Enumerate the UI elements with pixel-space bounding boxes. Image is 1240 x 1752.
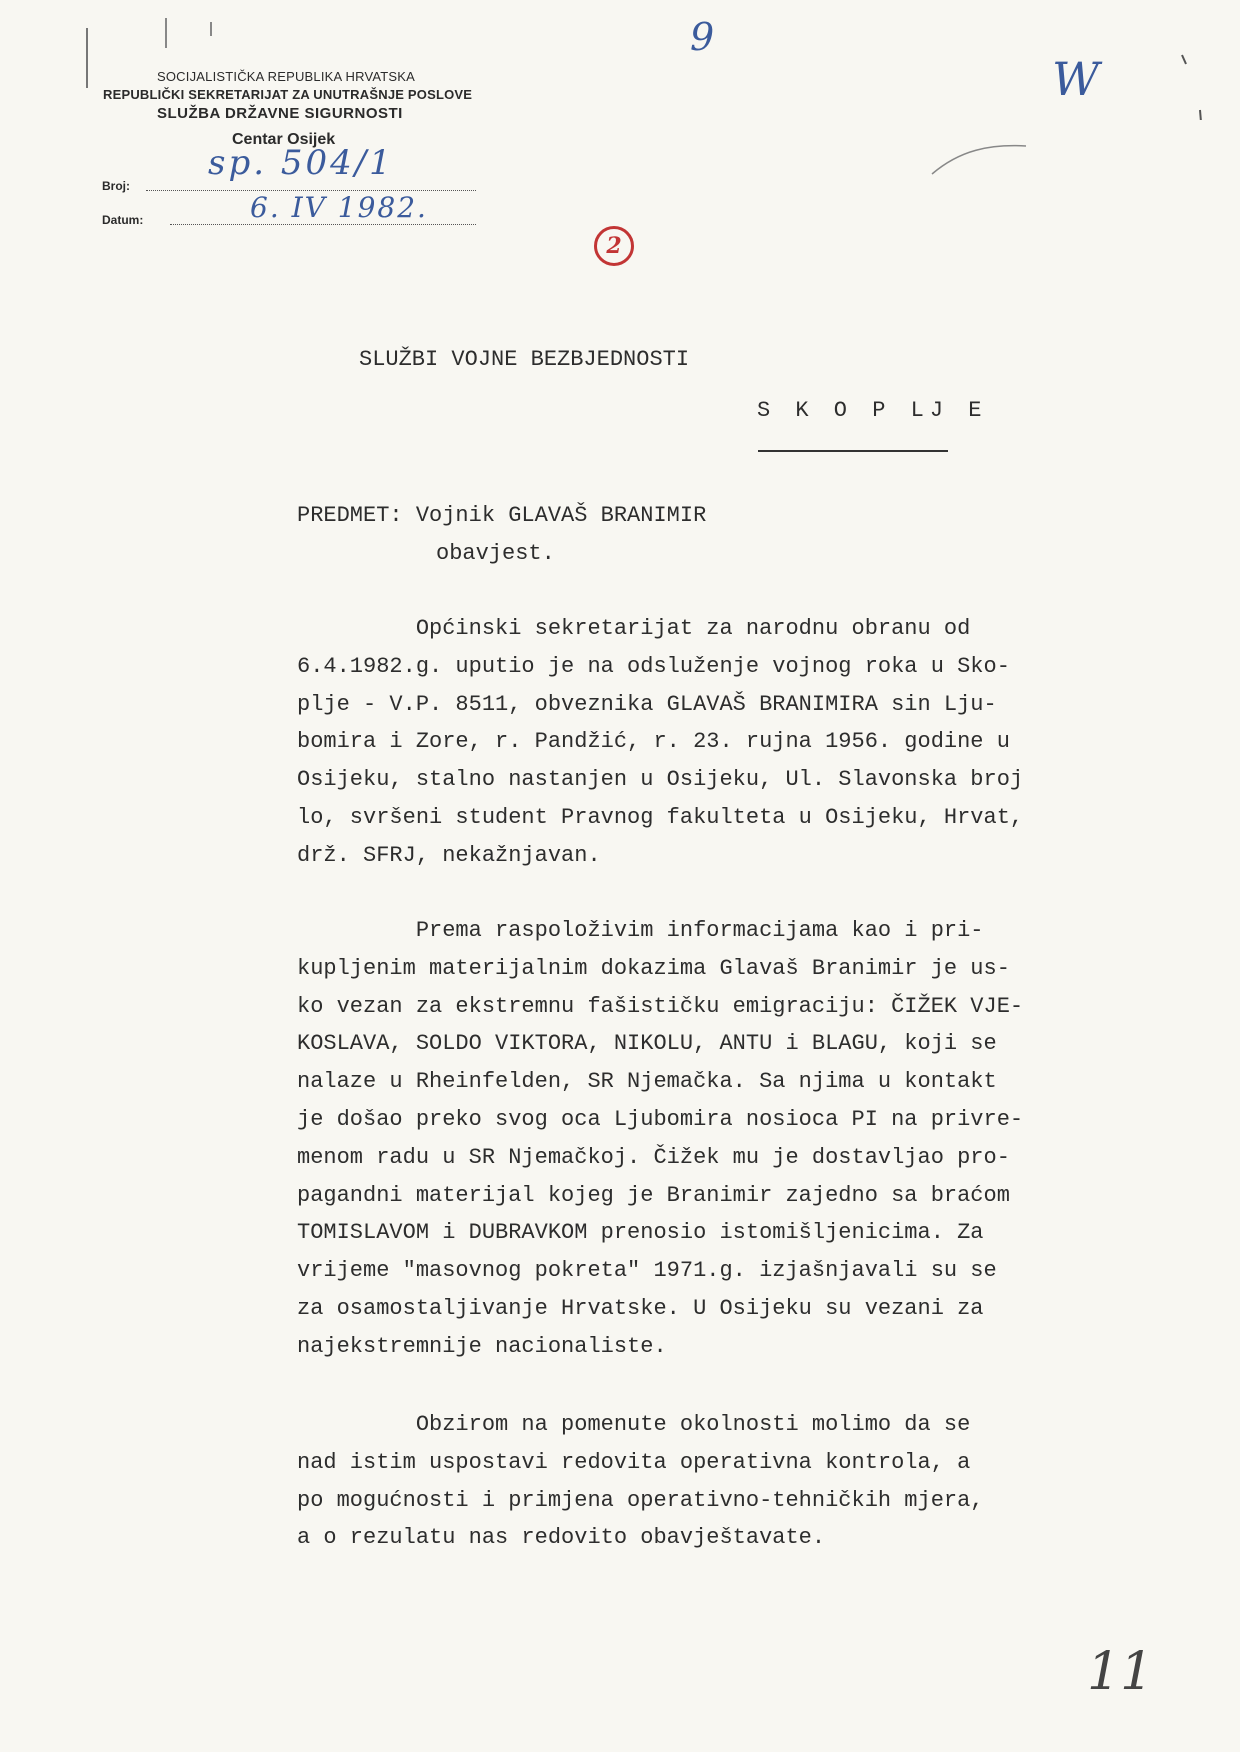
letterhead-center: Centar Osijek bbox=[232, 131, 336, 148]
binding-mark bbox=[86, 28, 88, 88]
handwritten-bottom-number: 11 bbox=[1087, 1642, 1154, 1702]
body-paragraph-3 bbox=[297, 1406, 1147, 1557]
handwritten-page-number: 9 bbox=[690, 15, 715, 59]
handwritten-broj: sp. 504/1 bbox=[208, 143, 394, 183]
subject-type: obavjest. bbox=[436, 541, 555, 566]
subject-line: PREDMET: Vojnik GLAVAŠ BRANIMIR bbox=[297, 503, 707, 528]
body-line: po mogućnosti i primjena operativno-tehničkih mjera, bbox=[297, 1487, 984, 1513]
body-line: KOSLAVA, SOLDO VIKTORA, NIKOLU, ANTU i BLAGU, koji se bbox=[297, 1031, 997, 1057]
body-line: 6.4.1982.g. uputio je na odsluženje vojnog roka u Sko- bbox=[297, 653, 1010, 679]
body-line: drž. SFRJ, nekažnjavan. bbox=[297, 842, 601, 868]
recipient-name: SLUŽBI VOJNE BEZBJEDNOSTI bbox=[359, 347, 690, 372]
body-line: nad istim uspostavi redovita operativna kontrola, a bbox=[297, 1449, 971, 1475]
body-line: Prema raspoloživim informacijama kao i pri- bbox=[297, 918, 984, 943]
body-line: lo, svršeni student Pravnog fakulteta u Osijeku, Hrvat, bbox=[297, 804, 1024, 830]
body-line: plje - V.P. 8511, obveznika GLAVAŠ BRANIMIRA sin Lju- bbox=[297, 691, 997, 717]
body-line: ko vezan za ekstremnu fašističku emigraciju: ČIŽEK VJE- bbox=[297, 993, 1024, 1019]
body-line: Osijeku, stalno nastanjen u Osijeku, Ul. Slavonska broj bbox=[297, 767, 1024, 793]
letterhead-secretariat: REPUBLIČKI SEKRETARIJAT ZA UNUTRAŠNJE POSLOVE bbox=[103, 87, 473, 102]
body-line: a o rezulatu nas redovito obavještavate. bbox=[297, 1525, 826, 1551]
body-line: vrijeme "masovnog pokreta" 1971.g. izjašnjavali su se bbox=[297, 1258, 997, 1284]
binding-mark bbox=[165, 18, 167, 48]
body-line: pagandni materijal kojeg je Branimir zajedno sa braćom bbox=[297, 1182, 1010, 1208]
pencil-stroke bbox=[930, 140, 1030, 180]
handwritten-initials: W bbox=[1052, 52, 1100, 106]
city-underline bbox=[758, 450, 948, 452]
body-line: menom radu u SR Njemačkoj. Čižek mu je dostavljao pro- bbox=[297, 1144, 1010, 1170]
body-line: je došao preko svog oca Ljubomira nosioca PI na privre- bbox=[297, 1106, 1024, 1132]
body-paragraph-1 bbox=[297, 610, 1147, 875]
datum-label: Datum: bbox=[102, 213, 144, 227]
body-line: TOMISLAVOM i DUBRAVKOM prenosio istomišljenicima. Za bbox=[297, 1220, 984, 1246]
binding-mark bbox=[210, 22, 212, 36]
body-line: kupljenim materijalnim dokazima Glavaš Branimir je us- bbox=[297, 955, 1010, 981]
red-circle-stamp: 2 bbox=[594, 226, 634, 266]
datum-line bbox=[170, 224, 476, 225]
body-line: Općinski sekretarijat za narodnu obranu od bbox=[297, 616, 971, 641]
body-line: nalaze u Rheinfelden, SR Njemačka. Sa njima u kontakt bbox=[297, 1069, 997, 1095]
body-line: najekstremnije nacionaliste. bbox=[297, 1333, 667, 1359]
letterhead-service: SLUŽBA DRŽAVNE SIGURNOSTI bbox=[157, 105, 403, 122]
body-paragraph-2 bbox=[297, 912, 1147, 1366]
body-line: za osamostaljivanje Hrvatske. U Osijeku su vezani za bbox=[297, 1295, 984, 1321]
recipient-city: S K O P LJ E bbox=[757, 398, 988, 423]
handwritten-datum: 6. IV 1982. bbox=[250, 191, 428, 224]
letterhead-republic: SOCIJALISTIČKA REPUBLIKA HRVATSKA bbox=[157, 69, 416, 84]
body-line: Obzirom na pomenute okolnosti molimo da se bbox=[297, 1412, 971, 1437]
corner-tick-marks bbox=[1170, 50, 1210, 120]
broj-label: Broj: bbox=[102, 179, 130, 193]
body-line: bomira i Zore, r. Pandžić, r. 23. rujna 1956. godine u bbox=[297, 729, 1010, 755]
